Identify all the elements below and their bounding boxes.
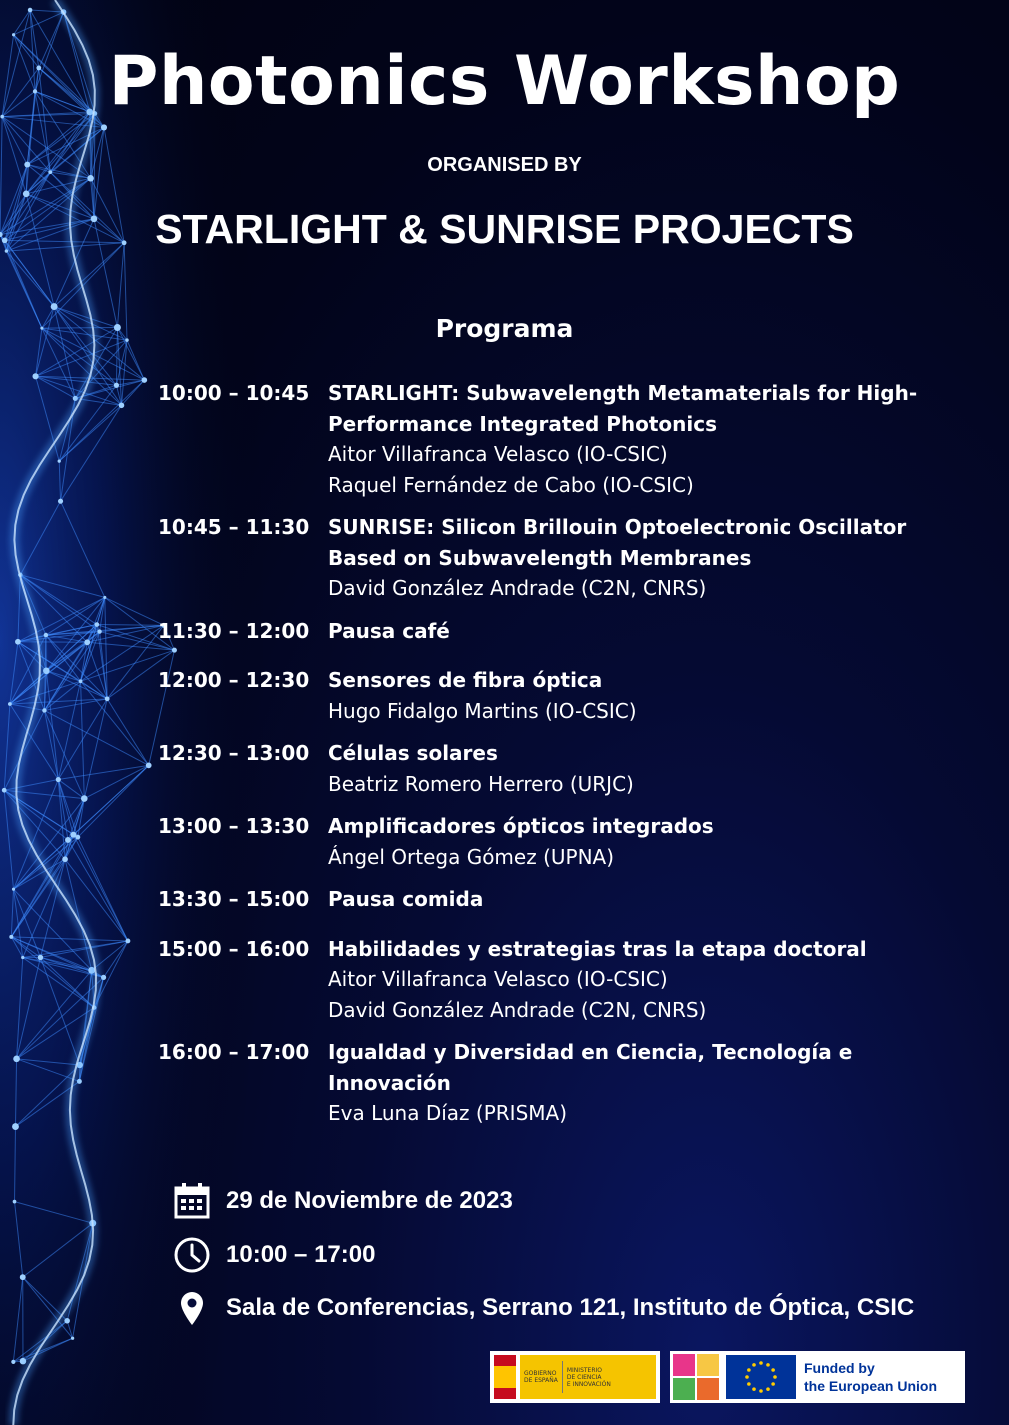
session-speaker: Ángel Ortega Gómez (UPNA) bbox=[328, 844, 615, 869]
session-details bbox=[328, 512, 928, 604]
session-row bbox=[158, 512, 948, 604]
session-speaker: Aitor Villafranca Velasco (IO-CSIC) bbox=[328, 442, 668, 466]
session-time: 12:30 – 13:00 bbox=[158, 741, 310, 765]
session-title: Pausa comida bbox=[328, 887, 484, 911]
gobierno-espana-logo bbox=[490, 1351, 660, 1403]
spain-flag-icon bbox=[494, 1355, 516, 1399]
session-row bbox=[158, 616, 948, 647]
session-row bbox=[158, 378, 948, 500]
programa-heading: Programa bbox=[435, 314, 574, 343]
session-speaker: David González Andrade (C2N, CNRS) bbox=[328, 997, 707, 1022]
session-title: SUNRISE: Silicon Brillouin Optoelectronic Oscillator Based on Subwavelength Membranes bbox=[328, 515, 907, 570]
session-row bbox=[158, 884, 948, 915]
session-details bbox=[328, 884, 928, 915]
session-time: 16:00 – 17:00 bbox=[158, 1040, 310, 1064]
session-speaker: David González Andrade (C2N, CNRS) bbox=[328, 576, 707, 600]
schedule-list bbox=[158, 378, 948, 1141]
session-speaker: Raquel Fernández de Cabo (IO-CSIC) bbox=[328, 472, 694, 497]
session-title: Células solares bbox=[328, 741, 498, 765]
session-time: 11:30 – 12:00 bbox=[158, 618, 310, 643]
session-title: Habilidades y estrategias tras la etapa doctoral bbox=[328, 936, 867, 961]
event-hours bbox=[172, 1235, 375, 1275]
event-location bbox=[172, 1288, 914, 1328]
event-date bbox=[172, 1181, 513, 1221]
session-title: Igualdad y Diversidad en Ciencia, Tecnología e Innovación bbox=[328, 1040, 853, 1095]
event-location-text: Sala de Conferencias, Serrano 121, Instituto de Óptica, CSIC bbox=[226, 1294, 915, 1321]
session-time: 12:00 – 12:30 bbox=[158, 668, 310, 692]
ministerio-label: GOBIERNO DE ESPAÑA MINISTERIO DE CIENCIA E INNOVACIÓN bbox=[520, 1355, 656, 1399]
session-details bbox=[328, 934, 928, 1026]
session-title: Sensores de fibra óptica bbox=[328, 668, 603, 692]
session-time: 13:30 – 15:00 bbox=[158, 887, 310, 911]
event-hours-text: 10:00 – 17:00 bbox=[226, 1241, 376, 1268]
session-row bbox=[158, 811, 948, 872]
session-time: 15:00 – 16:00 bbox=[158, 936, 310, 961]
projects-heading: STARLIGHT & SUNRISE PROJECTS bbox=[155, 206, 854, 252]
session-speaker: Aitor Villafranca Velasco (IO-CSIC) bbox=[328, 967, 668, 991]
session-time: 10:00 – 10:45 bbox=[158, 381, 310, 405]
location-pin-icon bbox=[172, 1288, 212, 1328]
session-details bbox=[328, 378, 928, 500]
session-row bbox=[158, 738, 948, 799]
session-row bbox=[158, 1037, 948, 1129]
session-time: 10:45 – 11:30 bbox=[158, 515, 310, 539]
session-title: Pausa café bbox=[328, 618, 450, 643]
session-speaker: Hugo Fidalgo Martins (IO-CSIC) bbox=[328, 698, 637, 723]
session-details bbox=[328, 665, 928, 726]
eu-flag-icon bbox=[726, 1355, 796, 1399]
session-details bbox=[328, 1037, 928, 1129]
session-row bbox=[158, 934, 948, 1026]
session-title: Amplificadores ópticos integrados bbox=[328, 814, 714, 838]
page-title: Photonics Workshop bbox=[108, 42, 901, 121]
session-details bbox=[328, 616, 928, 647]
sponsor-logos bbox=[490, 1351, 965, 1403]
session-speaker: Beatriz Romero Herrero (URJC) bbox=[328, 771, 634, 796]
session-time: 13:00 – 13:30 bbox=[158, 814, 310, 838]
session-details bbox=[328, 811, 928, 872]
clock-icon bbox=[172, 1235, 212, 1275]
session-details bbox=[328, 738, 928, 799]
session-row bbox=[158, 665, 948, 726]
funded-by-eu-text: Funded by the European Union bbox=[804, 1360, 937, 1394]
marie-curie-actions-logo bbox=[670, 1351, 722, 1403]
organised-by-label: ORGANISED BY bbox=[427, 154, 582, 176]
eu-funding-logo bbox=[670, 1351, 965, 1403]
session-title: STARLIGHT: Subwavelength Metamaterials for High-Performance Integrated Photonics bbox=[328, 381, 918, 436]
event-date-text: 29 de Noviembre de 2023 bbox=[226, 1187, 513, 1214]
calendar-icon bbox=[172, 1181, 212, 1221]
session-speaker: Eva Luna Díaz (PRISMA) bbox=[328, 1101, 568, 1125]
